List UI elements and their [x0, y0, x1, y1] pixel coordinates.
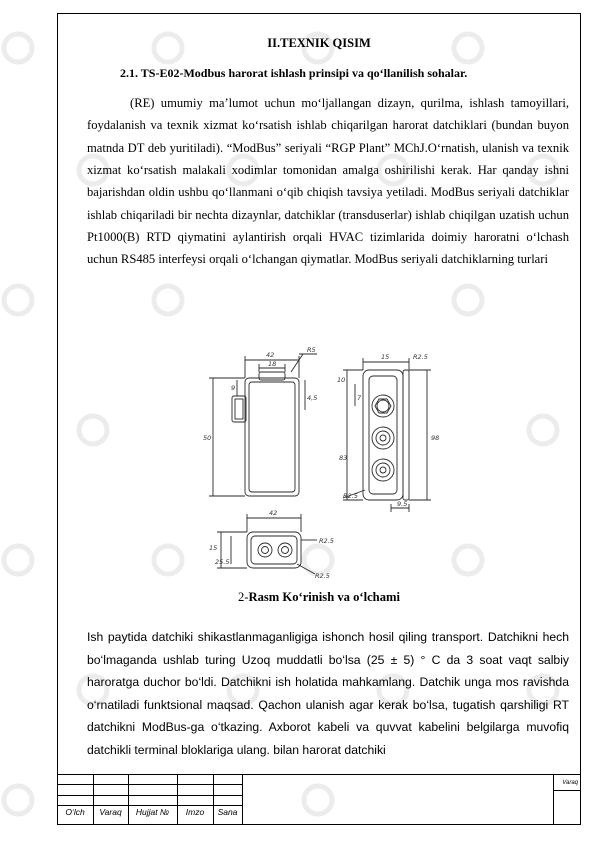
- title-block-imzo: Imzo: [185, 807, 205, 817]
- title-block-hujjat: Hujjat №: [135, 807, 170, 817]
- body-paragraph: Ish paytida datchiki shikastlanmaganligiga ishonch hosil qiling transport. Datchikni hech bo‘lmaganda ushlab turing Uzoq muddatli bo‘lsa (25 ± 5) ° C da 3 soat vaqt salbiy haroratga duchor bo‘ldi. Datchikni ish holatida mahkamlang. Datchik unga mos ravishda o‘rnatiladi funktsional maqsad. Qachon ulanish agar kerak bo‘lsa, tugatish qarshiligi RT datchikni ModBus-ga o‘tkazing. Axborot kabeli va quvvat kabelini belgilarga muvofiq datchikli terminal bloklariga ulang. bilan harorat datchiki: [87, 630, 569, 757]
- side-view-port-2: [372, 427, 394, 449]
- dim-left-small: 9: [231, 384, 236, 392]
- figure-caption-text: Rasm Ko‘rinish va o‘lchami: [248, 590, 400, 604]
- dim-right-small: 4,5: [307, 394, 318, 402]
- section-subtitle: 2.1. TS-E02-Modbus harorat ishlash prinsipi va qo‘llanilish sohalar.: [120, 66, 468, 80]
- dim-side-gap: 7: [357, 394, 362, 402]
- title-block: [57, 774, 581, 825]
- dim-side-bottom-width: 9.5: [397, 500, 408, 508]
- title-block-sana: Sana: [217, 807, 238, 817]
- figure-caption: [57, 590, 581, 605]
- dim-bottom-h1: 15: [209, 544, 218, 552]
- section-title: II.TEXNIK QISIM: [267, 36, 371, 50]
- title-block-varaq: Varaq: [99, 807, 122, 817]
- title-block-olch: O‘lch: [65, 807, 85, 817]
- bottom-view-body: [247, 532, 301, 568]
- figure-number: 2-: [238, 590, 249, 604]
- dim-bottom-width: 42: [269, 509, 278, 517]
- front-view-body: [245, 378, 299, 496]
- dim-side-width: 15: [381, 353, 390, 361]
- dim-top-width: 42: [266, 351, 275, 359]
- side-view-port-3: [372, 459, 394, 481]
- dim-bottom-h2: 25.5: [215, 558, 230, 566]
- dim-bottom-r2: R2.5: [315, 572, 330, 580]
- front-view-gland: [232, 396, 246, 422]
- dim-left-height: 50: [203, 434, 212, 442]
- intro-paragraph: (RE) umumiy ma’lumot uchun mo‘ljallangan dizayn, qurilma, ishlash tamoyillari, foydalanish va texnik xizmat ko‘rsatish ishlab chiqarilgan harorat datchiklari (bundan buyon matnda DT deb yuritiladi). “ModBus” seriyali “RGP Plant” MChJ.O‘rnatish, ulanish va texnik xizmat ko‘rsatish malakali xodimlar tomonidan amalga oshirilishi kerak. Har qanday ishni bajarishdan oldin ushbu qo‘llanmani o‘qib chiqish tavsiya yetiladi. ModBus seriyali datchiklar ishlab chiqariladi bir nechta dizaynlar, datchiklar (transduserlar) ishlab chiqilgan uzatish uchun Pt1000(B) RTD qiymatini aylantirish orqali HVAC tizimlarida doimiy haroratni o‘lchash uchun RS485 interfeysi orqali o‘lchangan qiymatlar. ModBus seriyali datchiklarning turlari: [87, 96, 569, 267]
- dim-side-radius: R2.5: [413, 353, 428, 361]
- dim-side-height: 83: [339, 454, 348, 462]
- dim-top-inner: 18: [268, 360, 277, 368]
- dim-bottom-r1: R2.5: [319, 537, 334, 545]
- dim-side-top: 10: [337, 376, 346, 384]
- dim-top-radius: R5: [307, 346, 316, 354]
- sensor-drawing: [195, 340, 455, 585]
- dim-side-total: 98: [431, 434, 440, 442]
- title-block-sheet-label: Varaq: [562, 780, 578, 786]
- dim-side-bottom-radius: R2.5: [343, 492, 358, 500]
